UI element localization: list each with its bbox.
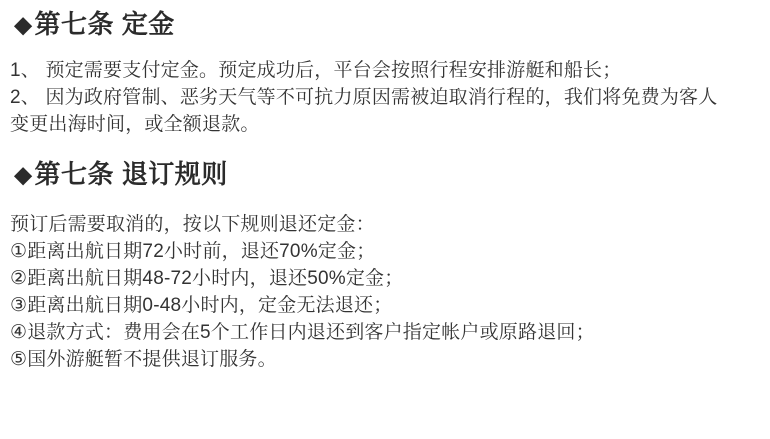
section-refund-heading xyxy=(13,158,760,190)
deposit-rules-paragraph xyxy=(10,57,760,138)
diamond-bullet-icon: ◆ xyxy=(13,10,33,38)
refund-rule-1: ①距离出航日期72小时前，退还70%定金； xyxy=(10,241,376,262)
diamond-bullet-icon: ◆ xyxy=(13,160,33,188)
section-deposit-heading xyxy=(13,8,760,40)
refund-rule-3: ③距离出航日期0-48小时内，定金无法退还； xyxy=(10,295,393,316)
refund-rule-2: ②距离出航日期48-72小时内，退还50%定金； xyxy=(10,268,404,289)
deposit-rule-line-1: 1、 预定需要支付定金。预定成功后，平台会按照行程安排游艇和船长； xyxy=(10,60,622,81)
section-refund-title: 第七条 退订规则 xyxy=(34,159,228,189)
refund-rules-intro: 预订后需要取消的，按以下规则退还定金： xyxy=(10,214,375,235)
refund-rule-5: ⑤国外游艇暂不提供退订服务。 xyxy=(10,349,277,370)
refund-rule-4: ④退款方式：费用会在5个工作日内退还到客户指定帐户或原路退回； xyxy=(10,322,595,343)
section-deposit xyxy=(10,8,760,138)
section-refund xyxy=(10,158,760,373)
deposit-rule-line-2-continued: 变更出海时间，或全额退款。 xyxy=(10,114,260,135)
deposit-rule-line-2: 2、 因为政府管制、恶劣天气等不可抗力原因需被迫取消行程的，我们将免费为客人 xyxy=(10,87,718,108)
section-deposit-title: 第七条 定金 xyxy=(34,9,175,39)
refund-rules-paragraph xyxy=(10,211,760,373)
